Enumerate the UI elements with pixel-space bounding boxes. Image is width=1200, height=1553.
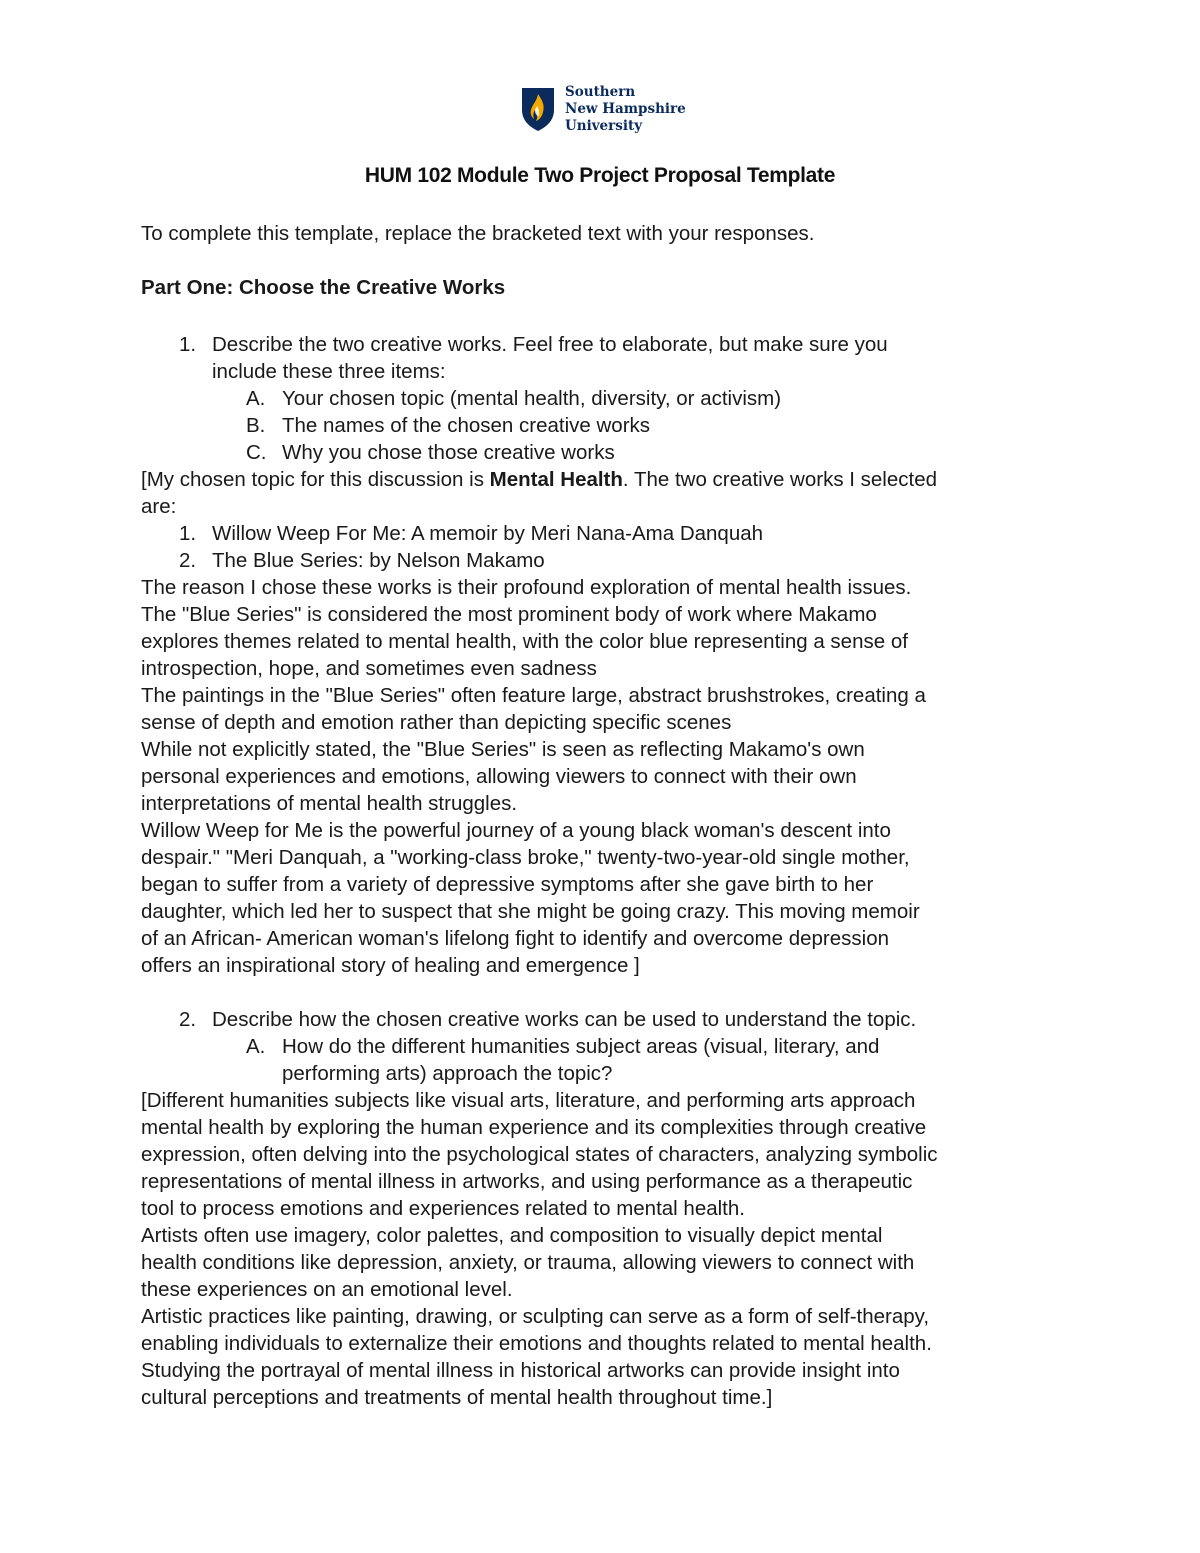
question-2-item-a <box>141 1033 1081 1060</box>
work-title: Willow Weep For Me: A memoir by Meri Nana-Ama Danquah <box>212 522 764 545</box>
answer-2-paragraph-line: enabling individuals to externalize their emotions and thoughts related to mental health. <box>141 1332 932 1355</box>
item-text: Your chosen topic (mental health, diversity, or activism) <box>282 387 782 410</box>
shield-flame-icon <box>520 86 556 132</box>
answer-1-paragraph-line: sense of depth and emotion rather than depicting specific scenes <box>141 711 732 734</box>
answer-2-paragraph-line: these experiences on an emotional level. <box>141 1278 513 1301</box>
answer-2-paragraph-line: expression, often delving into the psychological states of characters, analyzing symbolic <box>141 1143 938 1166</box>
answer-1-paragraph-line: began to suffer from a variety of depressive symptoms after she gave birth to her <box>141 873 874 896</box>
item-text: Why you chose those creative works <box>282 441 615 464</box>
document-body <box>141 220 1081 1411</box>
part-one-heading: Part One: Choose the Creative Works <box>141 276 506 299</box>
answer-1-paragraph-line: daughter, which led her to suspect that she might be going crazy. This moving memoir <box>141 900 920 923</box>
answer-2-paragraph-line: Artistic practices like painting, drawing, or sculpting can serve as a form of self-therapy, <box>141 1305 930 1328</box>
logo-line-3: University <box>565 118 643 134</box>
document-title: HUM 102 Module Two Project Proposal Template <box>364 164 836 187</box>
question-1-item-b <box>141 412 1081 439</box>
item-letter: A. <box>246 387 266 410</box>
answer-1-paragraph-line: explores themes related to mental health, with the color blue representing a sense of <box>141 630 908 653</box>
question-2-item-a-line-2: performing arts) approach the topic? <box>282 1062 613 1085</box>
answer-1-paragraph-line: The reason I chose these works is their profound exploration of mental health issues. <box>141 576 912 599</box>
work-item-2 <box>141 547 1081 574</box>
question-1 <box>141 331 1081 358</box>
item-letter: B. <box>246 414 266 437</box>
answer-1-paragraph-line: The "Blue Series" is considered the most prominent body of work where Makamo <box>141 603 877 626</box>
university-logo <box>520 84 686 135</box>
answer-1-paragraph-line: of an African- American woman's lifelong fight to identify and overcome depression <box>141 927 890 950</box>
question-1-line-1: Describe the two creative works. Feel free to elaborate, but make sure you <box>212 333 888 356</box>
item-letter: A. <box>246 1035 266 1058</box>
answer-1-paragraph-line: personal experiences and emotions, allowing viewers to connect with their own <box>141 765 857 788</box>
intro-text: To complete this template, replace the bracketed text with your responses. <box>141 222 815 245</box>
answer-1-paragraph-line: The paintings in the "Blue Series" often feature large, abstract brushstrokes, creating a <box>141 684 926 707</box>
question-1-line-2: include these three items: <box>212 360 446 383</box>
work-number: 2. <box>179 549 197 572</box>
work-title: The Blue Series: by Nelson Makamo <box>212 549 545 572</box>
answer-2-paragraph-line: mental health by exploring the human experience and its complexities through creative <box>141 1116 927 1139</box>
question-1-number: 1. <box>179 333 197 356</box>
answer-1-paragraph-line: While not explicitly stated, the "Blue Series" is seen as reflecting Makamo's own <box>141 738 865 761</box>
answer-1-paragraph-line: Willow Weep for Me is the powerful journey of a young black woman's descent into <box>141 819 891 842</box>
work-item-1 <box>141 520 1081 547</box>
question-1-item-c <box>141 439 1081 466</box>
answer-1-paragraph-line: despair." "Meri Danquah, a "working-class broke," twenty-two-year-old single mother, <box>141 846 910 869</box>
logo-line-2: New Hampshire <box>565 101 686 117</box>
chosen-topic: Mental Health <box>489 468 623 491</box>
question-2-number: 2. <box>179 1008 197 1031</box>
question-2-line-1: Describe how the chosen creative works can be used to understand the topic. <box>212 1008 917 1031</box>
item-letter: C. <box>246 441 267 464</box>
answer-2-paragraph-line: Studying the portrayal of mental illness in historical artworks can provide insight into <box>141 1359 900 1382</box>
answer-1-paragraph-line: interpretations of mental health struggles. <box>141 792 518 815</box>
answer-2-paragraph-line: representations of mental illness in artworks, and using performance as a therapeutic <box>141 1170 913 1193</box>
answer-1-paragraph-line: offers an inspirational story of healing and emergence ] <box>141 954 640 977</box>
work-number: 1. <box>179 522 197 545</box>
answer-2-paragraph-line: Artists often use imagery, color palettes, and composition to visually depict mental <box>141 1224 883 1247</box>
answer-1-line-2: are: <box>141 495 177 518</box>
answer-2-paragraph-line: [Different humanities subjects like visual arts, literature, and performing arts approach <box>141 1089 916 1112</box>
answer-2-paragraph-line: tool to process emotions and experiences related to mental health. <box>141 1197 745 1220</box>
item-text: The names of the chosen creative works <box>282 414 651 437</box>
logo-line-1: Southern <box>565 84 636 100</box>
question-2 <box>141 1006 1081 1033</box>
answer-2-paragraph-line: health conditions like depression, anxiety, or trauma, allowing viewers to connect with <box>141 1251 915 1274</box>
answer-1-line-post: . The two creative works I selected <box>622 468 938 491</box>
answer-1-line-pre: [My chosen topic for this discussion is <box>141 468 490 491</box>
question-1-item-a <box>141 385 1081 412</box>
answer-1-first-line <box>141 466 1081 493</box>
item-text: How do the different humanities subject areas (visual, literary, and <box>282 1035 880 1058</box>
answer-1-paragraph-line: introspection, hope, and sometimes even sadness <box>141 657 597 680</box>
answer-2-paragraph-line: cultural perceptions and treatments of mental health throughout time.] <box>141 1386 773 1409</box>
